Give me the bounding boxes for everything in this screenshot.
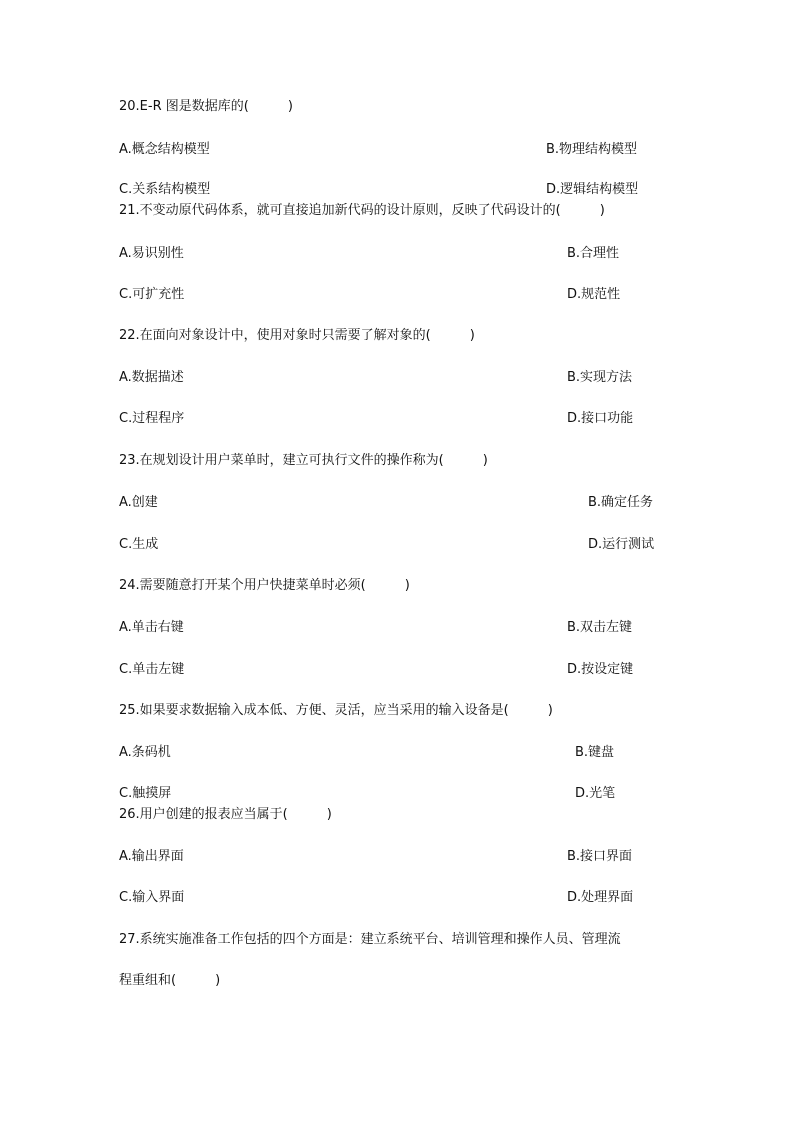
question-24-option-b: B.双击左键 bbox=[567, 620, 633, 635]
question-20-option-b: B.物理结构模型 bbox=[546, 142, 638, 157]
question-27-stem-continued: 程重组和( ) bbox=[119, 973, 221, 988]
question-25-option-a: A.条码机 bbox=[119, 745, 171, 760]
question-21-stem: 21.不变动原代码体系，就可直接追加新代码的设计原则，反映了代码设计的( ) bbox=[119, 203, 605, 218]
question-23-stem: 23.在规划设计用户菜单时，建立可执行文件的操作称为( ) bbox=[119, 453, 488, 468]
question-21-option-a: A.易识别性 bbox=[119, 246, 184, 261]
question-23-option-c: C.生成 bbox=[119, 537, 159, 552]
question-22-stem: 22.在面向对象设计中，使用对象时只需要了解对象的( ) bbox=[119, 328, 475, 343]
question-26-option-a: A.输出界面 bbox=[119, 849, 184, 864]
question-20-option-d: D.逻辑结构模型 bbox=[546, 182, 639, 197]
question-25-option-c: C.触摸屏 bbox=[119, 786, 172, 801]
question-21-option-d: D.规范性 bbox=[567, 287, 621, 302]
question-22-option-b: B.实现方法 bbox=[567, 370, 633, 385]
question-24-stem: 24.需要随意打开某个用户快捷菜单时必须( ) bbox=[119, 578, 410, 593]
question-25-stem: 25.如果要求数据输入成本低、方便、灵活，应当采用的输入设备是( ) bbox=[119, 703, 553, 718]
question-23-option-d: D.运行测试 bbox=[588, 537, 655, 552]
question-20-stem: 20.E-R 图是数据库的( ) bbox=[119, 99, 293, 114]
question-23-option-b: B.确定任务 bbox=[588, 495, 654, 510]
question-21-option-b: B.合理性 bbox=[567, 246, 620, 261]
question-22-option-a: A.数据描述 bbox=[119, 370, 184, 385]
question-25-option-b: B.键盘 bbox=[575, 745, 615, 760]
question-26-stem: 26.用户创建的报表应当属于( ) bbox=[119, 807, 332, 822]
question-24-option-d: D.按设定键 bbox=[567, 662, 634, 677]
question-22-option-c: C.过程程序 bbox=[119, 411, 185, 426]
question-26-option-b: B.接口界面 bbox=[567, 849, 633, 864]
question-26-option-d: D.处理界面 bbox=[567, 890, 634, 905]
question-23-option-a: A.创建 bbox=[119, 495, 158, 510]
question-24-option-c: C.单击左键 bbox=[119, 662, 185, 677]
question-25-option-d: D.光笔 bbox=[575, 786, 616, 801]
question-22-option-d: D.接口功能 bbox=[567, 411, 634, 426]
question-20-option-c: C.关系结构模型 bbox=[119, 182, 211, 197]
question-21-option-c: C.可扩充性 bbox=[119, 287, 185, 302]
question-24-option-a: A.单击右键 bbox=[119, 620, 184, 635]
question-27-stem: 27.系统实施准备工作包括的四个方面是：建立系统平台、培训管理和操作人员、管理流 bbox=[119, 932, 621, 947]
question-26-option-c: C.输入界面 bbox=[119, 890, 185, 905]
question-20-option-a: A.概念结构模型 bbox=[119, 142, 210, 157]
